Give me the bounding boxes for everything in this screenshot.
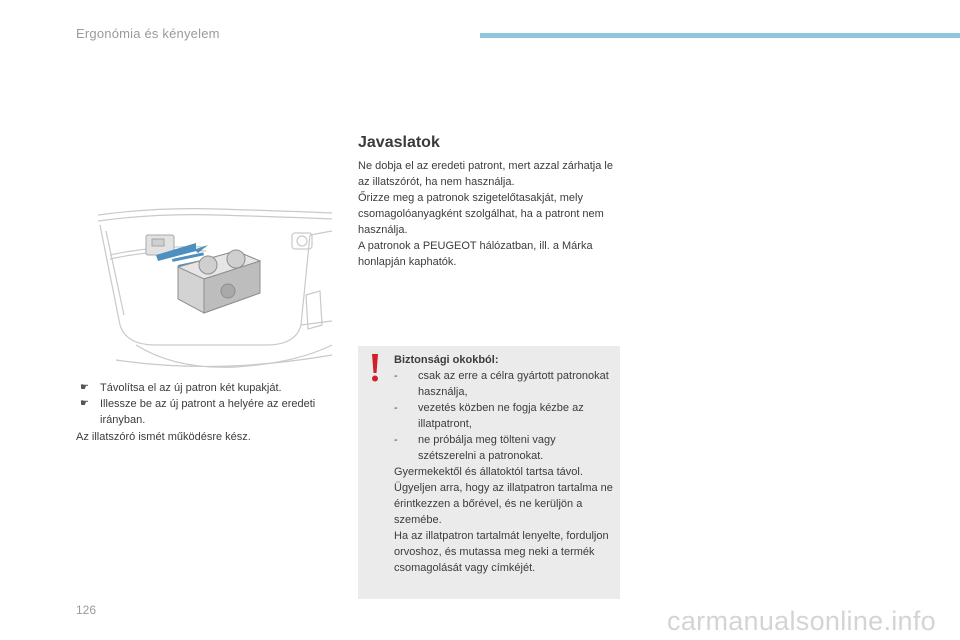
glovebox-cartridge-illustration: [96, 195, 336, 375]
pointing-hand-icon: ☛: [80, 398, 89, 409]
advice-heading: Javaslatok: [358, 134, 440, 151]
step-text: Távolítsa el az új patron két kupakját.: [100, 382, 282, 394]
pointing-hand-icon: ☛: [80, 382, 89, 393]
dash-marker: -: [394, 434, 398, 446]
safety-item-text: csak az erre a célra gyártott patronokat használja,: [418, 370, 609, 398]
list-item: [76, 396, 336, 428]
safety-paragraph: Ha az illatpatron tartalmát lenyelte, forduljon orvoshoz, és mutassa meg neki a termék csomagolását vagy címkéjét.: [394, 530, 609, 574]
advice-body: [358, 158, 620, 270]
safety-item-text: ne próbálja meg tölteni vagy szétszerelni a patronokat.: [418, 434, 556, 462]
list-item: [76, 380, 336, 396]
advice-paragraph: Ne dobja el az eredeti patront, mert azzal zárhatja le az illatszórót, ha nem használja.: [358, 160, 613, 188]
step-text: Illessze be az új patront a helyére az eredeti irányban.: [100, 398, 316, 426]
advice-paragraph: A patronok a PEUGEOT hálózatban, ill. a Márka honlapján kaphatók.: [358, 240, 593, 268]
dash-marker: -: [394, 402, 398, 414]
advice-paragraph: Őrizze meg a patronok szigetelőtasakját, mely csomagolóanyagként szolgálhat, ha a patront nem használja.: [358, 192, 604, 236]
header-accent-bar: [480, 33, 960, 38]
safety-heading: Biztonsági okokból:: [394, 354, 499, 366]
safety-paragraph: Gyermekektől és állatoktól tartsa távol.: [394, 466, 583, 478]
safety-warning-box: [358, 346, 620, 599]
list-item: [394, 400, 616, 432]
watermark: carmanualsonline.info: [667, 606, 936, 636]
safety-paragraph: Ügyeljen arra, hogy az illatpatron tartalma ne érintkezzen a bőrével, és ne kerüljön a szemébe.: [394, 482, 613, 526]
safety-content: [394, 352, 616, 576]
list-item: [394, 368, 616, 400]
instruction-steps: [76, 380, 336, 445]
list-item: [394, 432, 616, 464]
safety-item-text: vezetés közben ne fogja kézbe az illatpatront,: [418, 402, 584, 430]
dash-marker: -: [394, 370, 398, 382]
steps-note: Az illatszóró ismét működésre kész.: [76, 431, 251, 443]
section-title: Ergonómia és kényelem: [76, 26, 220, 41]
exclamation-warning-icon: [370, 354, 380, 382]
page-number: 126: [76, 603, 97, 617]
